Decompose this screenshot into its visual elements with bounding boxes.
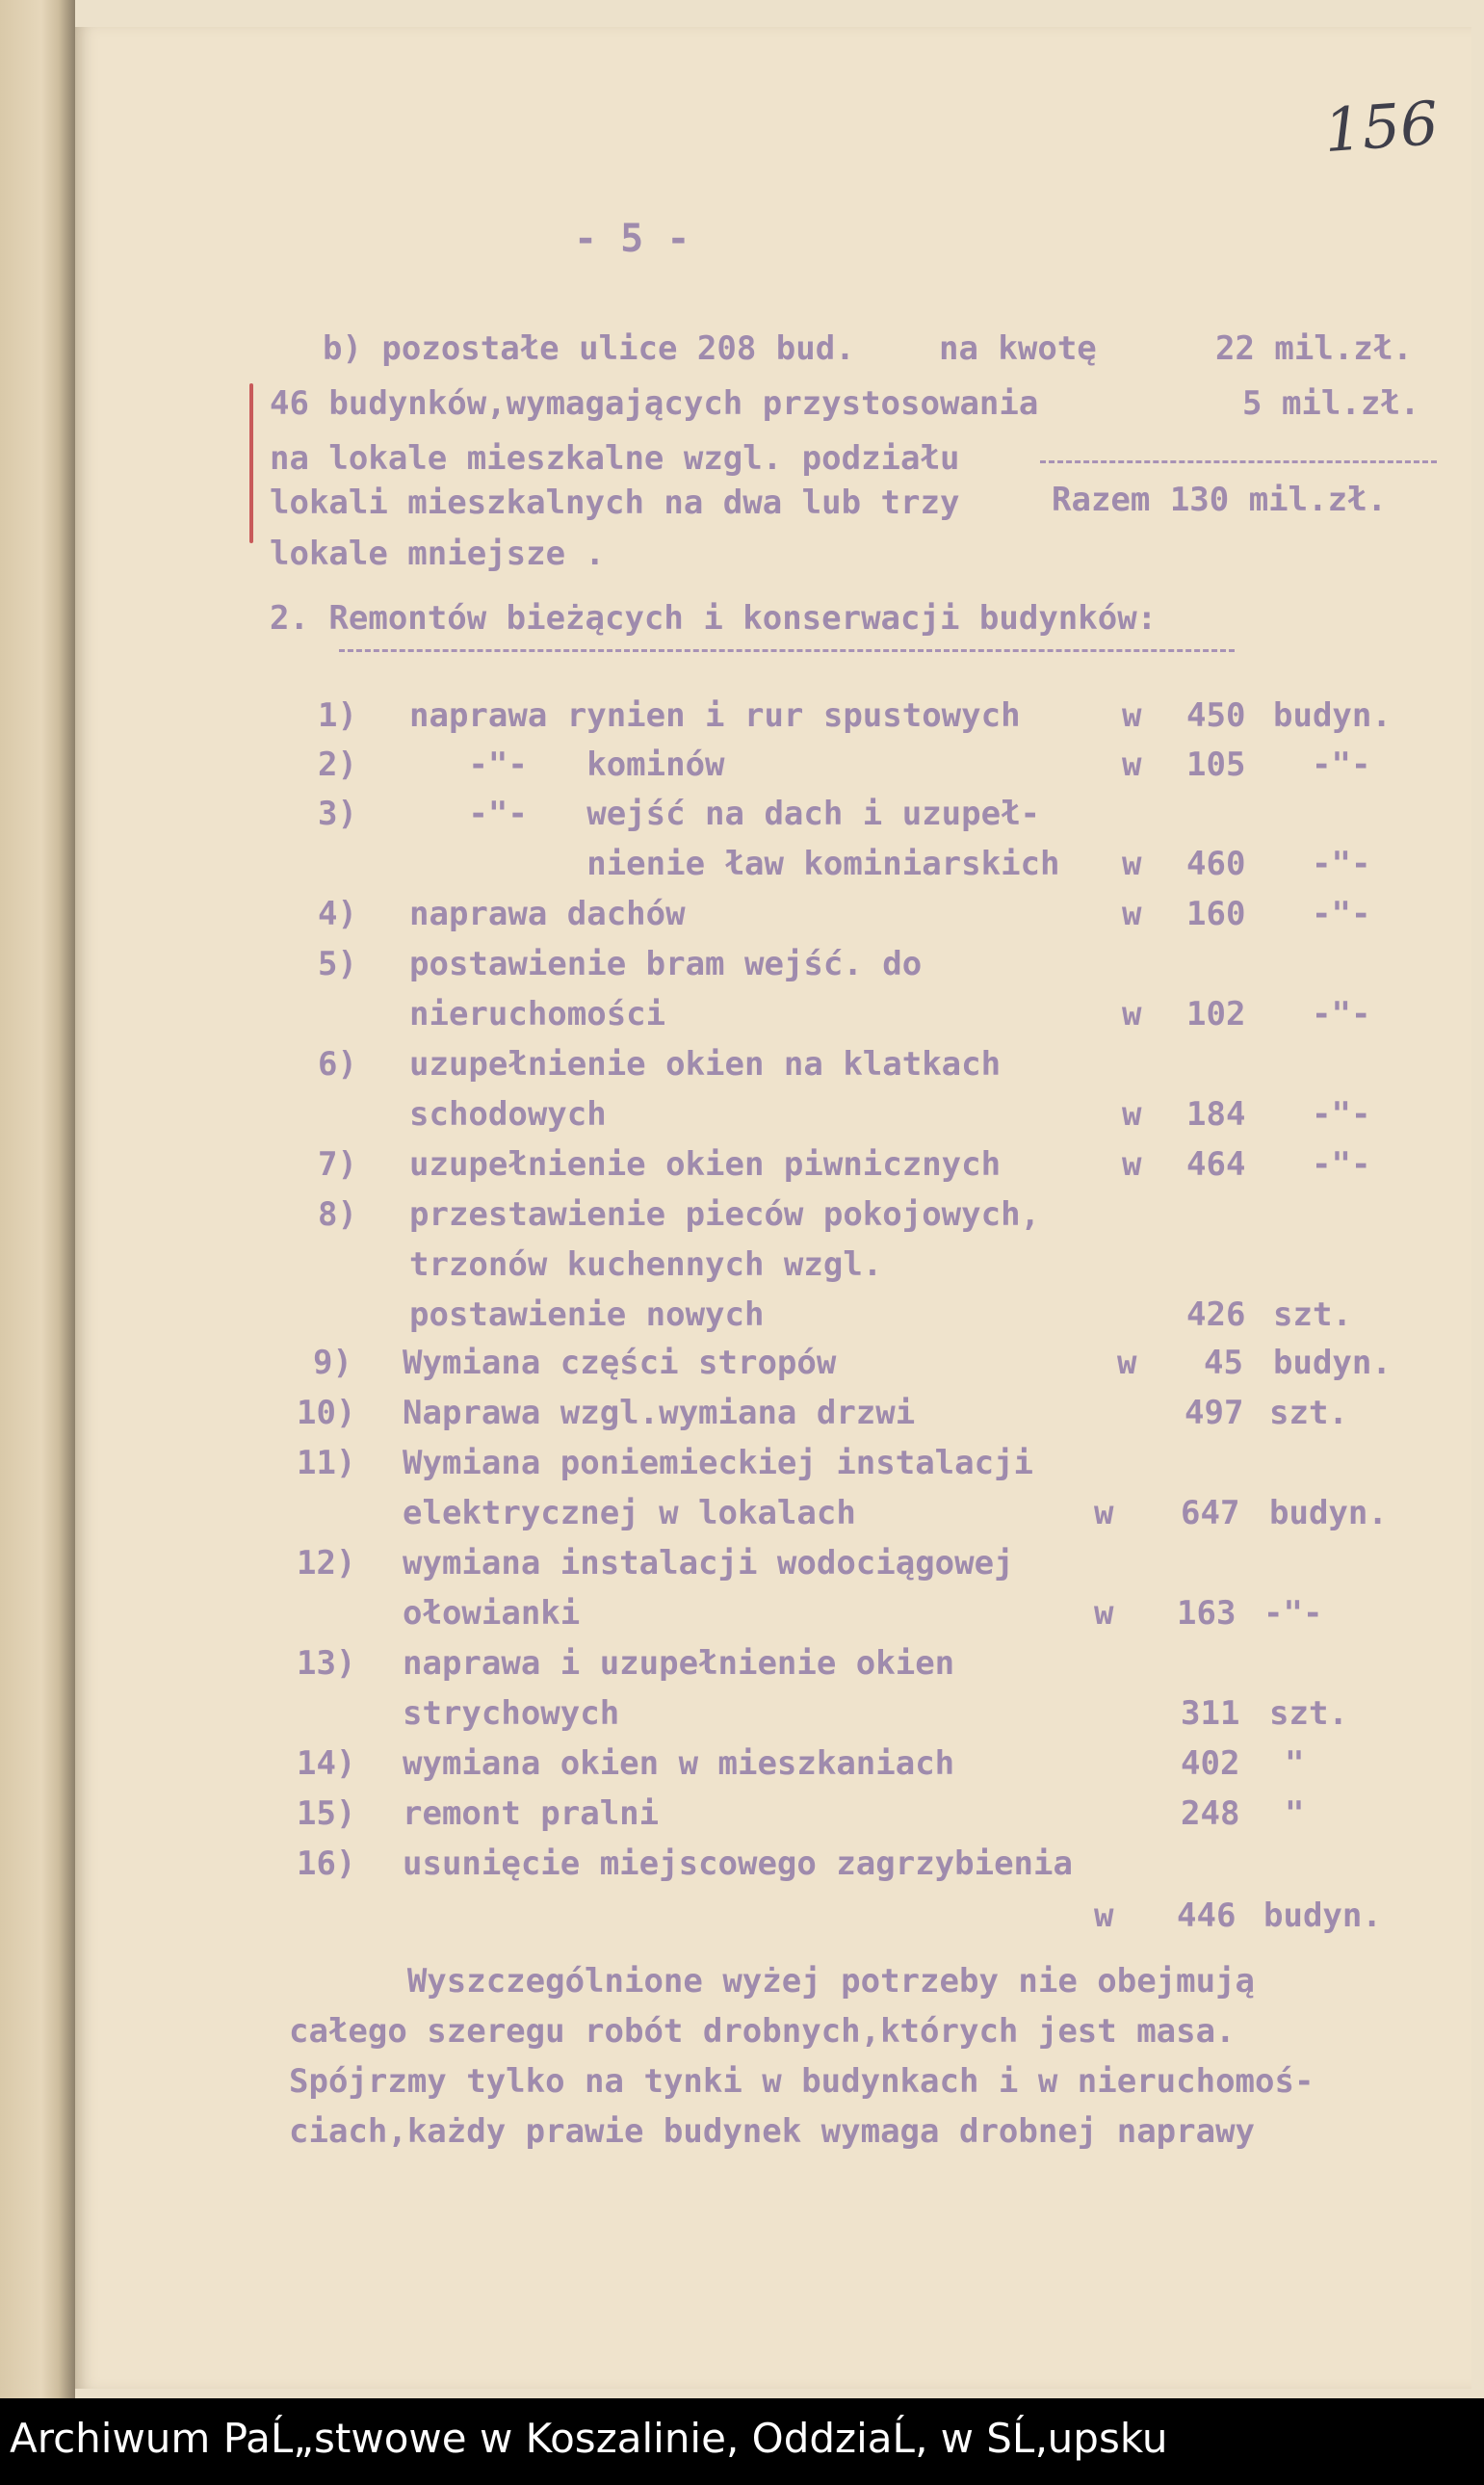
item-unit: -"- (1312, 746, 1371, 784)
item-unit: -"- (1312, 1145, 1371, 1184)
item-number: 13) (297, 1644, 356, 1683)
item-text: przestawienie pieców pokojowych, (409, 1195, 1041, 1234)
folio-number: 156 (1321, 87, 1441, 167)
item-w: w (1122, 746, 1142, 784)
item-number: 4) (318, 895, 357, 933)
item-text: wymiana instalacji wodociągowej (403, 1544, 1014, 1583)
item-number: 14) (297, 1744, 356, 1783)
item-text: remont pralni (403, 1794, 660, 1833)
item-unit: szt. (1273, 1295, 1352, 1334)
item-unit: -"- (1312, 1095, 1371, 1134)
item-quantity: 105 (1186, 746, 1246, 784)
item-text: postawienie bram wejść. do (409, 945, 923, 983)
section-b-line-1: b) pozostałe ulice 208 bud. (323, 329, 855, 368)
section-b-amount-1-label: na kwotę (939, 329, 1097, 368)
item-unit: budyn. (1269, 1494, 1388, 1532)
item-w: w (1122, 845, 1142, 883)
item-number: 10) (297, 1394, 356, 1432)
item-number: 15) (297, 1794, 356, 1833)
item-quantity: 426 (1186, 1295, 1246, 1334)
item-unit: -"- (1312, 995, 1371, 1033)
item-number: 5) (318, 945, 357, 983)
item-text: naprawa rynien i rur spustowych (409, 696, 1021, 735)
item-text-cont: postawienie nowych (409, 1295, 765, 1334)
item-w: w (1094, 1594, 1114, 1633)
item-number: 12) (297, 1544, 356, 1583)
red-pencil-margin-mark (249, 383, 253, 543)
section-b-line-4: lokali mieszkalnych na dwa lub trzy (270, 484, 960, 522)
item-text: -"- wejść na dach i uzupeł- (409, 795, 1041, 833)
item-text-cont: strychowych (403, 1694, 620, 1733)
item-text: wymiana okien w mieszkaniach (403, 1744, 955, 1783)
item-unit: -"- (1312, 845, 1371, 883)
section-b-line-5: lokale mniejsze . (270, 535, 605, 573)
item-quantity: 102 (1186, 995, 1246, 1033)
item-unit: szt. (1269, 1394, 1348, 1432)
item-text-cont: nieruchomości (409, 995, 666, 1033)
item-number: 8) (318, 1195, 357, 1234)
section-2-title: 2. Remontów bieżących i konserwacji budynków: (270, 599, 1158, 638)
item-unit: budyn. (1263, 1896, 1382, 1935)
item-number: 7) (318, 1145, 357, 1184)
item-unit: szt. (1269, 1694, 1348, 1733)
section-b-amount-2: 5 mil.zł. (1242, 384, 1420, 423)
item-w: w (1122, 895, 1142, 933)
item-unit: " (1285, 1744, 1305, 1783)
paragraph-line: ciach,każdy prawie budynek wymaga drobnej naprawy (289, 2112, 1256, 2151)
section-b-amount-1: 22 mil.zł. (1215, 329, 1413, 368)
item-unit: budyn. (1273, 696, 1392, 735)
item-text: naprawa dachów (409, 895, 686, 933)
sum-rule (1040, 460, 1437, 463)
item-quantity: 45 (1204, 1344, 1243, 1382)
item-unit: budyn. (1273, 1344, 1392, 1382)
item-text: Naprawa wzgl.wymiana drzwi (403, 1394, 916, 1432)
section-b-line-2: 46 budynków,wymagających przystosowania (270, 384, 1039, 423)
item-text: usunięcie miejscowego zagrzybienia (403, 1844, 1073, 1883)
item-quantity: 184 (1186, 1095, 1246, 1134)
item-text: -"- kominów (409, 746, 725, 784)
section-b-total: Razem 130 mil.zł. (1052, 481, 1387, 519)
page-number: - 5 - (574, 217, 690, 261)
item-unit: " (1285, 1794, 1305, 1833)
item-text: uzupełnienie okien na klatkach (409, 1045, 1002, 1084)
archive-caption: Archiwum PaĹ„stwowe w Koszalinie, OddziaĹ‚ w SĹ‚upsku (10, 2415, 1168, 2462)
paragraph-line: całego szeregu robót drobnych,których jest masa. (289, 2012, 1236, 2051)
item-text: uzupełnienie okien piwnicznych (409, 1145, 1002, 1184)
item-w: w (1094, 1494, 1114, 1532)
item-number: 1) (318, 696, 357, 735)
book-binding-edge (0, 0, 75, 2398)
item-w: w (1117, 1344, 1137, 1382)
item-text: naprawa i uzupełnienie okien (403, 1644, 955, 1683)
item-number: 16) (297, 1844, 356, 1883)
item-quantity: 311 (1181, 1694, 1240, 1733)
item-text-cont: elektrycznej w lokalach (403, 1494, 856, 1532)
item-number: 9) (313, 1344, 352, 1382)
item-quantity: 248 (1181, 1794, 1240, 1833)
item-w: w (1122, 1145, 1142, 1184)
item-text-cont: schodowych (409, 1095, 607, 1134)
item-number: 2) (318, 746, 357, 784)
paragraph-line: Wyszczególnione wyżej potrzeby nie obejmują (289, 1962, 1256, 2001)
item-quantity: 464 (1186, 1145, 1246, 1184)
item-number: 6) (318, 1045, 357, 1084)
item-w: w (1122, 696, 1142, 735)
item-number: 11) (297, 1444, 356, 1482)
item-number: 3) (318, 795, 357, 833)
item-quantity: 446 (1177, 1896, 1237, 1935)
section-b-line-3: na lokale mieszkalne wzgl. podziału (270, 439, 960, 478)
item-unit: -"- (1263, 1594, 1323, 1633)
item-text: Wymiana poniemieckiej instalacji (403, 1444, 1034, 1482)
item-unit: -"- (1312, 895, 1371, 933)
item-quantity: 460 (1186, 845, 1246, 883)
item-text-cont: trzonów kuchennych wzgl. (409, 1245, 883, 1284)
item-w: w (1122, 1095, 1142, 1134)
item-quantity: 497 (1185, 1394, 1244, 1432)
section-2-title-underline (339, 649, 1235, 652)
item-quantity: 450 (1186, 696, 1246, 735)
paragraph-line: Spójrzmy tylko na tynki w budynkach i w nieruchomoś- (289, 2062, 1315, 2101)
item-quantity: 647 (1181, 1494, 1240, 1532)
item-text: Wymiana części stropów (403, 1344, 837, 1382)
item-quantity: 163 (1177, 1594, 1237, 1633)
item-w: w (1122, 995, 1142, 1033)
item-text-cont: ołowianki (403, 1594, 581, 1633)
item-quantity: 160 (1186, 895, 1246, 933)
item-quantity: 402 (1181, 1744, 1240, 1783)
item-w: w (1094, 1896, 1114, 1935)
item-text-cont: nienie ław kominiarskich (409, 845, 1060, 883)
